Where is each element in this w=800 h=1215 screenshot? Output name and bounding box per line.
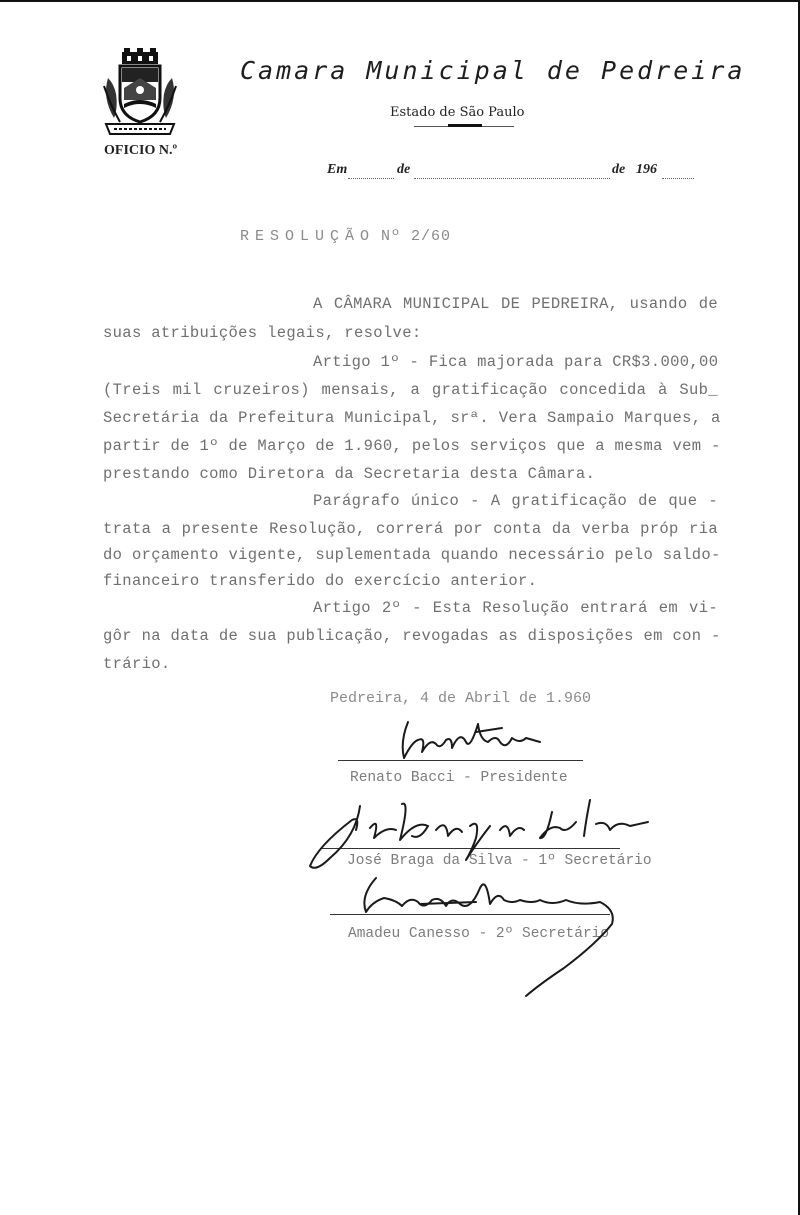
place-date: Pedreira, 4 de Abril de 1.960 [330, 690, 592, 707]
municipal-coat-of-arms-icon [100, 48, 180, 136]
signature-line-first-secretary [320, 848, 620, 849]
body-line: Artigo 2º - Esta Resolução entrará em vi- [313, 599, 718, 617]
date-year-prefix: 196 [636, 162, 657, 177]
body-line: prestando como Diretora da Secretaria desta Câmara. [103, 465, 596, 483]
resolution-number: Nº 2/60 [381, 228, 452, 245]
signatory-second-secretary: Amadeu Canesso - 2º Secretário [348, 926, 610, 942]
body-line: Artigo 1º - Fica majorada para CR$3.000,00 [313, 353, 719, 371]
body-line: (Treis mil cruzeiros) mensais, a gratificação concedida à Sub_ [103, 381, 718, 399]
resolution-title: RESOLUÇÃO [240, 228, 376, 245]
body-line: gôr na data de sua publicação, revogadas as disposições em con - [103, 627, 721, 645]
letterhead-subtitle: Estado de São Paulo [390, 105, 525, 120]
body-line: do orçamento vigente, suplementada quando necessário pelo saldo- [103, 546, 721, 564]
date-day-blank [348, 178, 394, 179]
signature-line-second-secretary [330, 914, 610, 915]
subtitle-rule-accent [448, 124, 482, 127]
signature-line-president [338, 760, 583, 761]
resolution-heading [240, 228, 451, 245]
date-month-blank [414, 178, 610, 179]
letterhead-title: Camara Municipal de Pedreira [240, 56, 746, 85]
signatory-president: Renato Bacci - Presidente [350, 770, 568, 786]
body-line: suas atribuições legais, resolve: [103, 324, 422, 342]
signature-renato-bacci [403, 722, 540, 758]
oficio-label: OFICIO N.º [104, 143, 178, 158]
date-de-label-2: de [612, 162, 626, 177]
date-year-blank [662, 178, 694, 179]
signatory-first-secretary: José Braga da Silva - 1º Secretário [347, 853, 652, 869]
body-line: Parágrafo único - A gratificação de que - [313, 492, 718, 510]
body-line: trário. [103, 655, 171, 673]
body-line: trata a presente Resolução, correrá por conta da verba próp ria [103, 520, 718, 538]
body-line: partir de 1º de Março de 1.960, pelos serviços que a mesma vem - [103, 437, 721, 455]
body-line: Secretária da Prefeitura Municipal, srª. Vera Sampaio Marques, a [103, 409, 721, 427]
scan-edge-top [0, 0, 800, 2]
date-em-label: Em [327, 162, 348, 177]
body-line: A CÂMARA MUNICIPAL DE PEDREIRA, usando de [313, 295, 718, 313]
date-de-label: de [397, 162, 411, 177]
body-line: financeiro transferido do exercício anterior. [103, 572, 538, 590]
